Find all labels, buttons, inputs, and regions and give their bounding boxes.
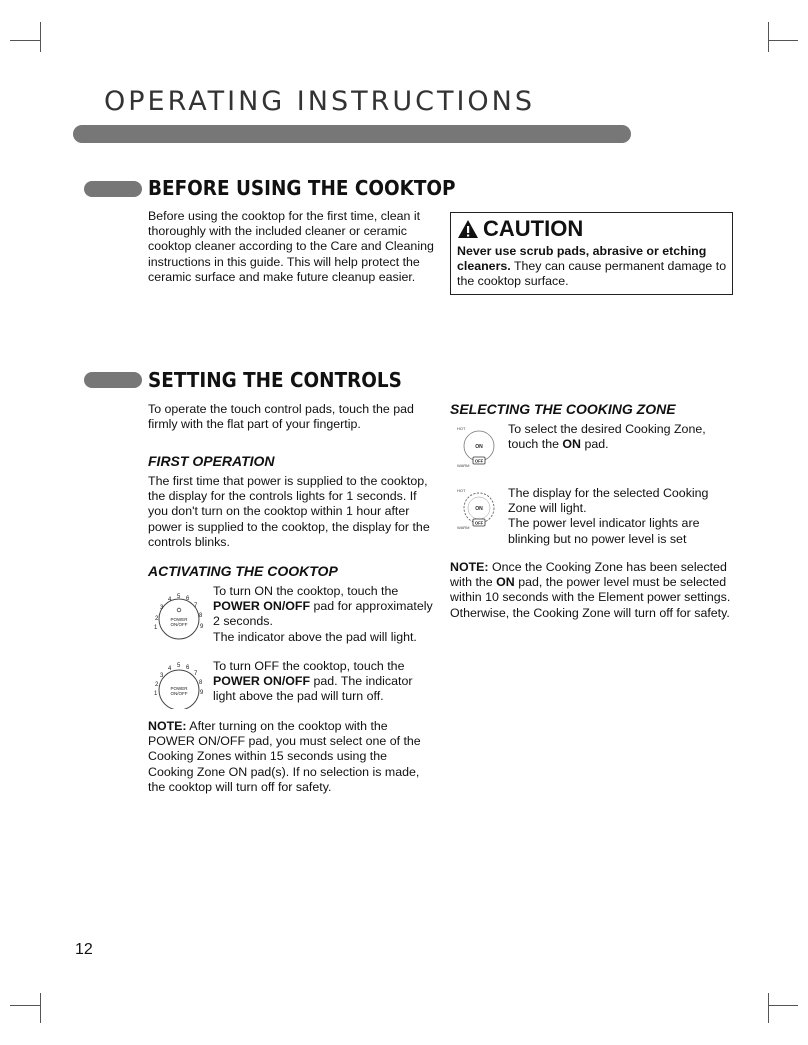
power-onoff-label: POWER ON/OFF bbox=[213, 599, 311, 614]
dial-number: 2 bbox=[155, 616, 159, 622]
section-marker bbox=[84, 372, 142, 388]
crop-mark bbox=[40, 993, 41, 1023]
select-zone-step2 bbox=[508, 486, 733, 547]
section-marker bbox=[84, 181, 142, 197]
selecting-note bbox=[450, 560, 740, 621]
dial-number: 5 bbox=[177, 663, 181, 669]
caution-title: CAUTION bbox=[483, 216, 584, 241]
dial-number: 6 bbox=[186, 596, 190, 602]
crop-mark bbox=[10, 40, 40, 41]
section-title-controls: SETTING THE CONTROLS bbox=[148, 368, 402, 392]
crop-mark bbox=[10, 1005, 40, 1006]
dial-number: 3 bbox=[160, 605, 164, 611]
dial-number: 1 bbox=[154, 625, 158, 631]
select-zone-step1 bbox=[508, 422, 733, 452]
crop-mark bbox=[768, 22, 769, 52]
power-dial-on-icon bbox=[148, 588, 210, 640]
dial-number: 2 bbox=[155, 682, 159, 688]
dial-number: 4 bbox=[168, 597, 172, 603]
dial-onoff-label: ON/OFF bbox=[170, 622, 188, 627]
step2-line2: The power level indicator lights are blinking but no power level is set bbox=[508, 516, 700, 546]
caution-box bbox=[450, 212, 733, 295]
dial-hot-label: HOT bbox=[457, 426, 466, 431]
section-title-before: BEFORE USING THE COOKTOP bbox=[148, 176, 456, 200]
dial-number: 5 bbox=[177, 594, 181, 600]
note-text: After turning on the cooktop with the POWER ON/OFF pad, you must select one of the Cooking Zones within 15 seconds using the Cooking Zone ON pad(s). If no selection is made, the cooktop will turn off for safety. bbox=[148, 719, 421, 794]
subheading-activating: ACTIVATING THE COOKTOP bbox=[148, 563, 338, 579]
dial-off-label: OFF bbox=[474, 520, 484, 526]
power-onoff-label: POWER ON/OFF bbox=[213, 674, 311, 689]
turn-off-instructions bbox=[213, 659, 438, 705]
note-label: NOTE: bbox=[450, 560, 489, 574]
crop-mark bbox=[40, 22, 41, 52]
dial-number: 7 bbox=[194, 603, 198, 609]
dial-hot-label: HOT bbox=[457, 488, 466, 493]
turn-off-text: To turn OFF the cooktop, touch the bbox=[213, 659, 405, 673]
first-operation-text: The first time that power is supplied to the cooktop, the display for the controls lights for 1 seconds. If you don't turn on the cooktop within 1 hour after power is supplied to the cooktop, the display for the controls blinks. bbox=[148, 474, 430, 549]
dial-number: 8 bbox=[199, 613, 203, 619]
page-number: 12 bbox=[75, 941, 93, 958]
caution-heading bbox=[457, 216, 583, 242]
caution-rest-text: They can cause permanent damage to the cooktop surface. bbox=[457, 259, 727, 289]
dial-number: 7 bbox=[194, 671, 198, 677]
crop-mark bbox=[768, 1005, 798, 1006]
crop-mark bbox=[768, 40, 798, 41]
on-pad-label: ON bbox=[496, 575, 515, 590]
before-paragraph: Before using the cooktop for the first time, clean it thoroughly with the included cleaner or ceramic cooktop cleaner according to the Care and Cleaning instructions in this guide. This will help protect the ceramic surface and make future cleanup easier. bbox=[148, 209, 434, 284]
subheading-first-operation: FIRST OPERATION bbox=[148, 453, 275, 469]
page-header-title: OPERATING INSTRUCTIONS bbox=[104, 86, 536, 117]
dial-number: 9 bbox=[200, 624, 204, 630]
turn-on-instructions bbox=[213, 584, 438, 645]
dial-number: 1 bbox=[154, 691, 158, 697]
zone-dial-on-icon bbox=[456, 424, 502, 470]
zone-dial-lit-icon bbox=[456, 486, 502, 532]
turn-off-text-cont: pad. The indicator light above the pad will turn off. bbox=[213, 674, 413, 704]
step1-text: To select the desired Cooking Zone, touch the bbox=[508, 422, 706, 452]
on-pad-label: ON bbox=[562, 437, 582, 452]
dial-number: 3 bbox=[160, 673, 164, 679]
dial-number: 6 bbox=[186, 665, 190, 671]
step2-line1: The display for the selected Cooking Zone will light. bbox=[508, 486, 709, 516]
turn-on-indicator-text: The indicator above the pad will light. bbox=[213, 629, 417, 644]
subheading-selecting: SELECTING THE COOKING ZONE bbox=[450, 401, 676, 417]
note-text-end: pad, the power level must be selected within 10 seconds with the Element power settings. Otherwise, the Cooking Zone will turn off for safety. bbox=[450, 575, 731, 620]
caution-bold-text: Never use scrub pads, abrasive or etching cleaners. bbox=[457, 244, 707, 274]
power-dial-off-icon bbox=[148, 659, 210, 709]
turn-on-text: To turn ON the cooktop, touch the bbox=[213, 584, 399, 598]
activating-note bbox=[148, 719, 433, 795]
caution-text bbox=[457, 244, 727, 290]
dial-number: 9 bbox=[200, 690, 204, 696]
note-label: NOTE: bbox=[148, 719, 187, 733]
dial-on-label: ON bbox=[475, 506, 483, 512]
controls-intro: To operate the touch control pads, touch the pad firmly with the flat part of your fingertip. bbox=[148, 402, 414, 432]
step1-text-end: pad. bbox=[581, 437, 609, 452]
dial-onoff-label: ON/OFF bbox=[170, 691, 188, 696]
dial-off-label: OFF bbox=[474, 458, 484, 464]
warning-icon bbox=[457, 219, 479, 239]
note-text: Once the Cooking Zone has been selected with the bbox=[450, 560, 727, 590]
crop-mark bbox=[768, 993, 769, 1023]
dial-number: 8 bbox=[199, 680, 203, 686]
dial-on-label: ON bbox=[475, 444, 483, 450]
dial-warm-label: WARM bbox=[457, 463, 470, 468]
dial-warm-label: WARM bbox=[457, 525, 470, 530]
dial-number: 4 bbox=[168, 666, 172, 672]
turn-on-text-cont: pad for approximately 2 seconds. bbox=[213, 599, 433, 629]
dial-power-label: POWER bbox=[170, 617, 188, 622]
header-rule bbox=[73, 125, 631, 143]
dial-power-label: POWER bbox=[170, 686, 188, 691]
